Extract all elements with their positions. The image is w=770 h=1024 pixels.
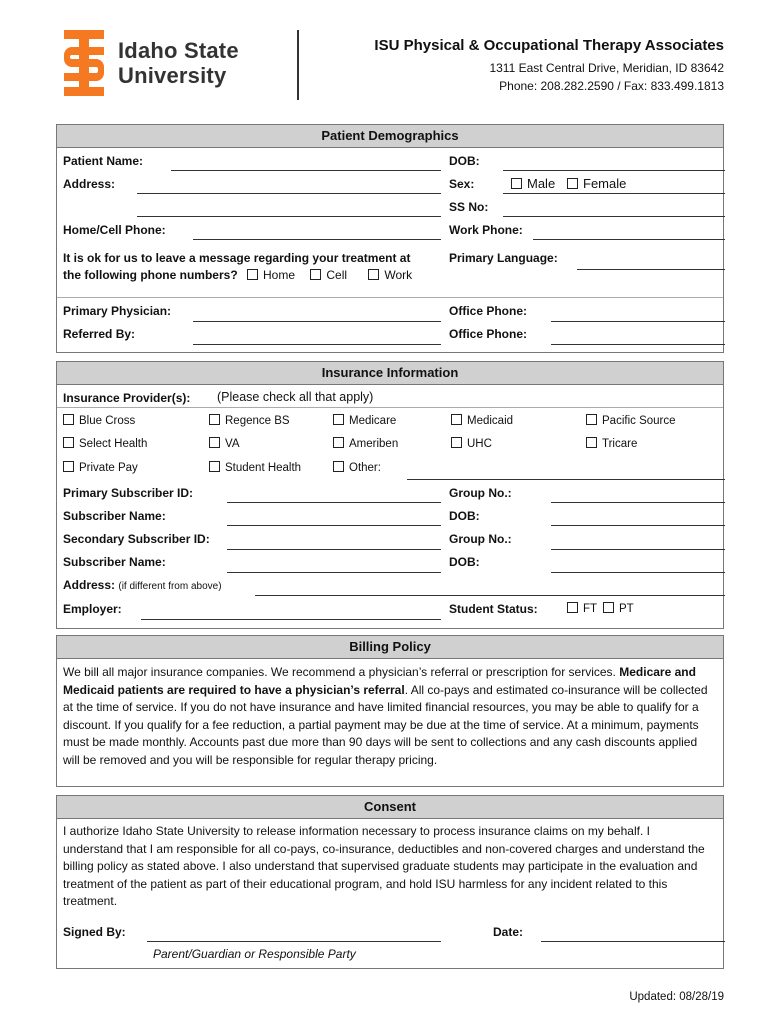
pt-checkbox[interactable]	[603, 602, 614, 613]
ameriben-label: Ameriben	[349, 438, 399, 450]
secondary-subscriber-id-label: Secondary Subscriber ID:	[63, 532, 210, 546]
primary-physician-field[interactable]	[193, 321, 441, 322]
blue-cross-label: Blue Cross	[79, 415, 136, 427]
ss-no-field[interactable]	[503, 216, 725, 217]
option-blue-cross[interactable]	[63, 414, 135, 427]
option-tricare[interactable]	[586, 437, 637, 450]
address-field-2[interactable]	[137, 216, 441, 217]
pt-label: PT	[619, 603, 634, 615]
date-field[interactable]	[541, 941, 725, 942]
billing-text-part1: We bill all major insurance companies. We recommend a physician’s referral or prescription for services.	[63, 665, 616, 679]
pacific-source-checkbox[interactable]	[586, 414, 597, 425]
msg-home-label: Home	[263, 268, 296, 282]
insurance-address-label	[63, 578, 222, 592]
insurance-providers-label: Insurance Provider(s):	[63, 391, 191, 405]
group-no-2-field[interactable]	[551, 549, 725, 550]
medicaid-checkbox[interactable]	[451, 414, 462, 425]
billing-text-bold: Medicare and Medicaid patients are required to have a physician’s referral	[63, 665, 696, 697]
option-pacific-source[interactable]	[586, 414, 676, 427]
ameriben-checkbox[interactable]	[333, 437, 344, 448]
ft-checkbox[interactable]	[567, 602, 578, 613]
patient-demographics-section	[56, 124, 724, 353]
option-select-health[interactable]	[63, 437, 147, 450]
medicaid-label: Medicaid	[467, 415, 514, 427]
office-phone-2-label: Office Phone:	[449, 327, 528, 341]
regence-bs-label: Regence BS	[225, 415, 290, 427]
va-checkbox[interactable]	[209, 437, 220, 448]
subscriber-name-2-field[interactable]	[227, 572, 441, 573]
university-name-line1: Idaho State	[118, 38, 239, 63]
home-cell-phone-label: Home/Cell Phone:	[63, 223, 166, 237]
address-field-1[interactable]	[137, 193, 441, 194]
primary-language-field[interactable]	[577, 269, 725, 270]
tricare-checkbox[interactable]	[586, 437, 597, 448]
dob-1-field[interactable]	[551, 525, 725, 526]
msg-cell-label: Cell	[326, 268, 348, 282]
billing-policy-section	[56, 635, 724, 787]
male-label: Male	[527, 176, 556, 191]
isu-logo	[60, 30, 260, 98]
subscriber-name-2-label: Subscriber Name:	[63, 555, 166, 569]
clinic-phone-fax: Phone: 208.282.2590 / Fax: 833.499.1813	[499, 79, 724, 93]
referred-by-label: Referred By:	[63, 327, 136, 341]
isu-logo-icon	[60, 30, 108, 96]
dob-field[interactable]	[503, 170, 725, 171]
insurance-providers-hint: (Please check all that apply)	[217, 390, 374, 404]
office-phone-1-field[interactable]	[551, 321, 725, 322]
msg-cell-checkbox[interactable]	[310, 269, 321, 280]
dob-2-field[interactable]	[551, 572, 725, 573]
message-question-text: the following phone numbers?	[63, 268, 238, 282]
option-va[interactable]	[209, 437, 240, 450]
select-health-checkbox[interactable]	[63, 437, 74, 448]
date-label: Date:	[493, 925, 524, 939]
address-label: Address:	[63, 177, 116, 191]
signer-caption: Parent/Guardian or Responsible Party	[153, 947, 356, 961]
patient-demographics-title: Patient Demographics	[57, 125, 723, 148]
option-student-health[interactable]	[209, 461, 301, 474]
student-status-label: Student Status:	[449, 602, 538, 616]
clinic-name: ISU Physical & Occupational Therapy Associates	[374, 37, 724, 54]
clinic-address: 1311 East Central Drive, Meridian, ID 83642	[489, 61, 724, 75]
insurance-information-section	[56, 361, 724, 629]
msg-work-option[interactable]	[368, 268, 412, 282]
female-label: Female	[583, 176, 627, 191]
msg-home-option[interactable]	[247, 268, 295, 282]
billing-policy-text	[63, 664, 713, 769]
university-name-line2: University	[118, 63, 227, 88]
option-ameriben[interactable]	[333, 437, 398, 450]
work-phone-field[interactable]	[533, 239, 725, 240]
other-label: Other:	[349, 462, 381, 474]
ss-no-label: SS No:	[449, 200, 489, 214]
insurance-information-title: Insurance Information	[57, 362, 723, 385]
home-cell-phone-field[interactable]	[193, 239, 441, 240]
group-no-2-label: Group No.:	[449, 532, 512, 546]
message-question-line2	[63, 268, 412, 282]
option-medicaid[interactable]	[451, 414, 513, 427]
group-no-1-field[interactable]	[551, 502, 725, 503]
referred-by-field[interactable]	[193, 344, 441, 345]
subscriber-name-1-field[interactable]	[227, 525, 441, 526]
medicare-checkbox[interactable]	[333, 414, 344, 425]
insurance-address-hint: (if different from above)	[118, 581, 222, 592]
blue-cross-checkbox[interactable]	[63, 414, 74, 425]
employer-field[interactable]	[141, 619, 441, 620]
msg-work-label: Work	[384, 268, 413, 282]
signature-field[interactable]	[147, 941, 441, 942]
primary-subscriber-id-label: Primary Subscriber ID:	[63, 486, 194, 500]
office-phone-1-label: Office Phone:	[449, 304, 528, 318]
student-health-checkbox[interactable]	[209, 461, 220, 472]
uhc-checkbox[interactable]	[451, 437, 462, 448]
consent-title: Consent	[57, 796, 723, 819]
secondary-subscriber-id-field[interactable]	[227, 549, 441, 550]
select-health-label: Select Health	[79, 438, 148, 450]
student-status-pt-option[interactable]	[603, 602, 634, 615]
primary-language-label: Primary Language:	[449, 251, 558, 265]
insurance-address-field[interactable]	[255, 595, 725, 596]
sex-label: Sex:	[449, 177, 475, 191]
msg-cell-option[interactable]	[310, 268, 347, 282]
va-label: VA	[225, 438, 240, 450]
other-checkbox[interactable]	[333, 461, 344, 472]
employer-label: Employer:	[63, 602, 122, 616]
male-checkbox[interactable]	[511, 178, 522, 189]
dob-2-label: DOB:	[449, 555, 480, 569]
updated-date: Updated: 08/28/19	[629, 991, 724, 1003]
student-health-label: Student Health	[225, 462, 302, 474]
primary-physician-label: Primary Physician:	[63, 304, 172, 318]
sex-female-option[interactable]	[567, 176, 626, 191]
work-phone-label: Work Phone:	[449, 223, 523, 237]
insurance-address-text: Address:	[63, 578, 116, 592]
providers-divider	[57, 407, 723, 408]
msg-work-checkbox[interactable]	[368, 269, 379, 280]
private-pay-label: Private Pay	[79, 462, 138, 474]
billing-policy-title: Billing Policy	[57, 636, 723, 659]
option-uhc[interactable]	[451, 437, 492, 450]
sex-male-option[interactable]	[511, 176, 555, 191]
patient-name-label: Patient Name:	[63, 154, 144, 168]
billing-text-part2: . All co-pays and estimated co-insurance will be collected at the time of service. If you do not have insurance and have limited financial resources, you may be able to qualify for a discount. If you qualify for a fee reduction, a partial payment may be due at the time of service. At a minimum, payments must be made monthly. Accounts past due more than 90 days will be sent to collections and any cash discounts applied will be removed and you will be responsible for regular therapy pricing.	[63, 682, 708, 767]
dob-label: DOB:	[449, 154, 480, 168]
regence-bs-checkbox[interactable]	[209, 414, 220, 425]
other-insurance-field[interactable]	[407, 479, 725, 480]
consent-section	[56, 795, 724, 969]
pacific-source-label: Pacific Source	[602, 415, 676, 427]
tricare-label: Tricare	[602, 438, 638, 450]
female-checkbox[interactable]	[567, 178, 578, 189]
subscriber-name-1-label: Subscriber Name:	[63, 509, 166, 523]
message-question-line1: It is ok for us to leave a message regarding your treatment at	[63, 251, 411, 265]
option-medicare[interactable]	[333, 414, 396, 427]
sex-field	[503, 193, 725, 194]
medicare-label: Medicare	[349, 415, 397, 427]
private-pay-checkbox[interactable]	[63, 461, 74, 472]
signed-by-label: Signed By:	[63, 925, 126, 939]
header-divider	[297, 30, 299, 100]
consent-text: I authorize Idaho State University to release information necessary to process insurance claims on my behalf. I understand that I am responsible for all co-pays, co-insurance, deductibles and non-covered charges and understand the billing policy as stated above. I also understand that supervised graduate students may participate in the evaluation and treatment of the patient as part of their educational program, and hold ISU harmless for any incident related to this treatment.	[63, 824, 705, 908]
primary-subscriber-id-field[interactable]	[227, 502, 441, 503]
msg-home-checkbox[interactable]	[247, 269, 258, 280]
option-other[interactable]	[333, 461, 381, 474]
demographics-divider	[57, 297, 723, 298]
option-private-pay[interactable]	[63, 461, 138, 474]
dob-1-label: DOB:	[449, 509, 480, 523]
ft-label: FT	[583, 603, 598, 615]
option-regence-bs[interactable]	[209, 414, 290, 427]
uhc-label: UHC	[467, 438, 492, 450]
patient-name-field[interactable]	[171, 170, 441, 171]
group-no-1-label: Group No.:	[449, 486, 512, 500]
student-status-ft-option[interactable]	[567, 602, 597, 615]
office-phone-2-field[interactable]	[551, 344, 725, 345]
